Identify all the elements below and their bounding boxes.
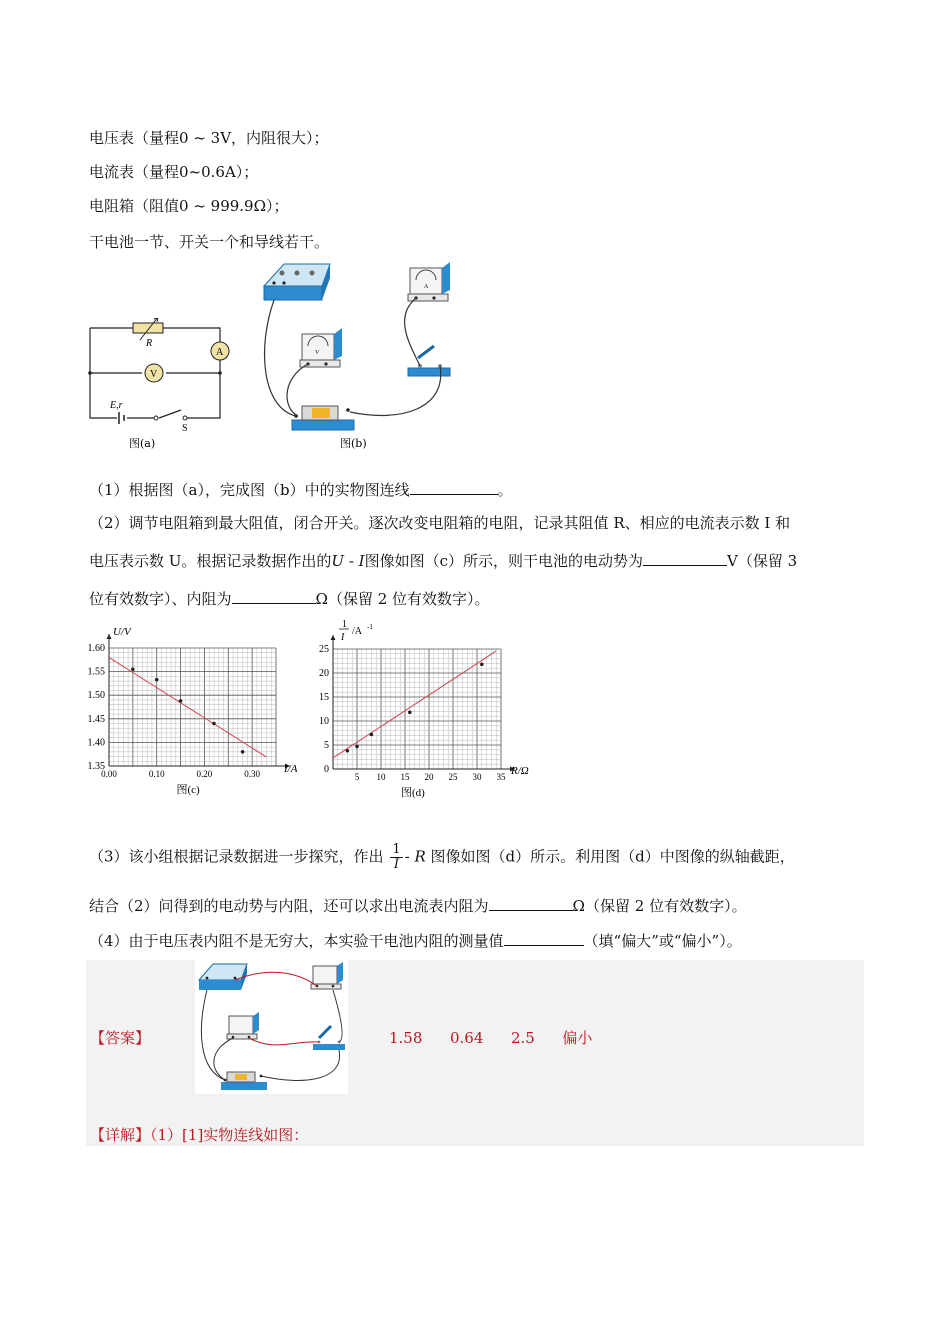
q4-b: （填“偏大”或“偏小”）。: [583, 932, 742, 950]
data-point: [355, 745, 359, 749]
q2-l2a: 电压表示数 U。根据记录数据作出的: [89, 552, 332, 570]
detail-line: [90, 1124, 308, 1145]
data-point: [408, 711, 412, 715]
data-point: [131, 667, 135, 671]
answer-ammeter-resistance: 2.5: [510, 1029, 535, 1047]
y-tick-label: 5: [324, 740, 329, 751]
intro-line-battery: 干电池一节、开关一个和导线若干。: [89, 233, 330, 251]
answer-bias: 偏小: [562, 1029, 593, 1047]
answer-emf: 1.58: [389, 1029, 423, 1047]
q3-a: （3）该小组根据记录数据进一步探究，作出: [89, 847, 384, 866]
y-tick-label: 25: [319, 644, 329, 655]
answer-box: [86, 960, 864, 1146]
ammeter-letter: A: [424, 284, 429, 290]
x-tick-label: 0.00: [101, 769, 117, 779]
answer-label: 【答案】: [90, 1029, 151, 1047]
x-tick-label: 25: [448, 772, 458, 782]
y-tick-label: 20: [319, 668, 329, 679]
ammeter-icon: [408, 262, 450, 301]
q3-frac-den: I: [393, 857, 400, 872]
question-2-line-2: [89, 550, 797, 571]
question-4: [89, 930, 742, 951]
label-V: V: [150, 369, 158, 380]
resistance-box-icon: [264, 264, 330, 300]
q4-a: （4）由于电压表内阻不是无穷大，本实验干电池内阻的测量值: [89, 932, 504, 950]
voltmeter-icon: [300, 328, 342, 367]
answer-values: [389, 1027, 592, 1048]
y-tick-label: 15: [319, 692, 329, 703]
q3-l2a: 结合（2）问得到的电动势与内阻，还可以求出电流表内阻为: [89, 897, 489, 915]
intro-line-resistor-box: 电阻箱（阻值0 ~ 999.9Ω）；: [89, 197, 289, 215]
label-Er: E,r: [110, 400, 123, 411]
x-tick-label: 0.20: [196, 769, 213, 779]
y-axis-label-unit: /A: [352, 626, 362, 637]
intro-line-voltmeter: 电压表（量程0 ~ 3V，内阻很大）；: [89, 129, 329, 147]
data-point: [241, 750, 245, 754]
x-tick-label: 10: [376, 772, 386, 782]
voltmeter-letter: V: [315, 350, 320, 356]
y-tick-label: 0: [324, 764, 329, 775]
y-axis-label-denominator: I: [341, 632, 345, 643]
q3-l2b: Ω（保留 2 位有效数字）。: [572, 897, 747, 915]
label-S: S: [182, 423, 188, 434]
chart-c-u-vs-i: [80, 620, 305, 798]
y-axis-label-superscript: -1: [367, 623, 373, 631]
answer-voltmeter-icon: [227, 1012, 259, 1039]
y-tick-label: 1.35: [87, 761, 105, 772]
switch-icon: [408, 346, 450, 376]
answer-internal-resistance: 0.64: [449, 1029, 484, 1047]
data-point: [346, 749, 350, 753]
data-point: [179, 699, 183, 703]
q2-l2d: V（保留 3: [727, 552, 798, 570]
q4-answer-blank: [504, 930, 584, 946]
data-point: [370, 733, 374, 737]
caption-b: 图(b): [340, 437, 367, 450]
y-tick-label: 1.50: [87, 690, 105, 702]
q3-fraction: [390, 843, 402, 872]
x-tick-label: 15: [400, 772, 410, 782]
question-2-line-1: （2）调节电阻箱到最大阻值，闭合开关。逐次改变电阻箱的电阻，记录其阻值 R、相应的电流表示数 I 和: [89, 514, 791, 532]
q1-answer-blank: [410, 479, 498, 495]
y-tick-label: 1.55: [87, 666, 105, 678]
question-3-line-1: [89, 843, 795, 872]
data-point: [480, 663, 484, 667]
question-3-line-2: [89, 895, 747, 916]
q3-frac-num: 1: [392, 842, 401, 857]
y-axis-arrow: [331, 635, 336, 640]
y-tick-label: 1.45: [87, 713, 105, 725]
circuit-diagram-a: [85, 318, 245, 453]
x-tick-label: 5: [354, 772, 360, 782]
caption-a: 图(a): [129, 437, 156, 450]
intro-line-ammeter: 电流表（量程0~0.6A）；: [89, 163, 259, 181]
q1-end: 。: [497, 481, 513, 499]
x-axis-label: I/A: [284, 763, 298, 775]
y-axis-label-numerator: 1: [342, 619, 347, 630]
chart-d-inv-i-vs-r: [308, 616, 538, 798]
q2-l2c: 图像如图（c）所示，则干电池的电动势为: [364, 552, 643, 570]
x-tick-label: 35: [496, 772, 506, 782]
y-axis-label: U/V: [113, 626, 131, 638]
y-tick-label: 1.40: [87, 737, 105, 749]
q3-c: 图像如图（d）所示。利用图（d）中图像的纵轴截距，: [430, 847, 795, 866]
y-tick-label: 1.60: [87, 643, 105, 654]
q3-ammeter-resistance-blank: [489, 895, 573, 911]
x-tick-label: 20: [424, 772, 434, 782]
detail-label: 【详解】: [90, 1126, 151, 1144]
y-axis-arrow: [107, 634, 112, 639]
q3-r-symbol: - R: [404, 847, 426, 866]
q2-ui-symbol: U - I: [331, 552, 365, 570]
q2-emf-blank: [643, 550, 727, 566]
chart-caption: 图(c): [176, 784, 200, 796]
x-tick-label: 0.30: [244, 769, 261, 779]
q1-text: （1）根据图（a），完成图（b）中的实物图连线: [89, 481, 410, 499]
x-tick-label: 30: [472, 772, 482, 782]
data-point: [212, 722, 216, 726]
battery-holder-icon: [292, 406, 354, 430]
detail-text: （1）[1]实物连线如图：: [150, 1126, 309, 1144]
q2-l3a: 位有效数字）、内阻为: [89, 590, 232, 608]
q2-l3b: Ω（保留 2 位有效数字）。: [315, 590, 490, 608]
question-1: [89, 479, 513, 500]
x-axis-label: R/Ω: [511, 765, 529, 777]
x-tick-label: 0.10: [148, 769, 165, 779]
rheostat-symbol: [133, 323, 163, 333]
q2-resistance-blank: [232, 588, 316, 604]
chart-caption: 图(d): [401, 787, 425, 798]
y-tick-label: 10: [319, 716, 329, 727]
label-R: R: [146, 338, 153, 349]
label-A: A: [216, 347, 224, 358]
apparatus-figure-b: [262, 258, 462, 453]
question-2-line-3: [89, 588, 490, 609]
answer-wiring-figure: [195, 960, 348, 1094]
data-point: [155, 678, 159, 682]
